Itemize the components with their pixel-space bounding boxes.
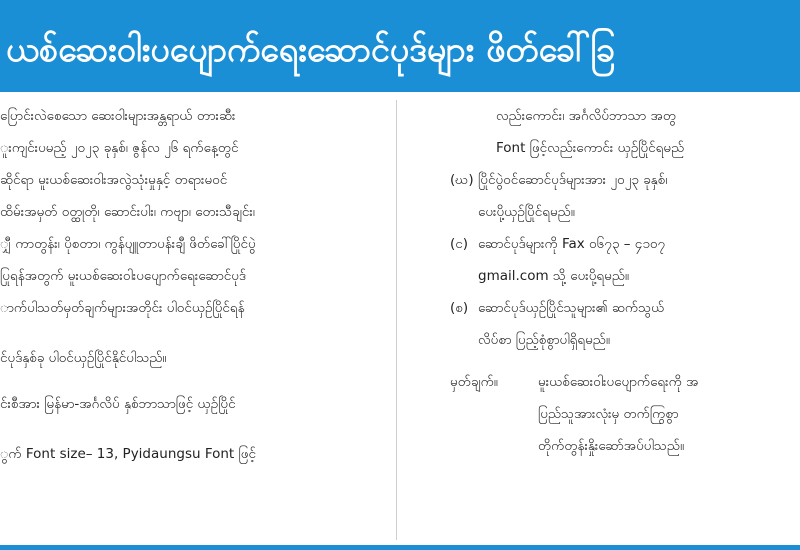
- paragraph-line: ပြုရန်အတွက် မူးယစ်ဆေးဝါးပပျောက်ရေးဆောင်ပုဒ်: [0, 268, 246, 284]
- rule-line: ွက် Font size– 13, Pyidaungsu Font ဖြင့်: [0, 446, 256, 462]
- note-text: မူးယစ်ဆေးဝါးပပျောက်ရေးကို အ: [538, 374, 699, 390]
- list-item-text: gmail.com သို့ ပေးပို့ရမည်။: [478, 268, 630, 284]
- note-block: [402, 366, 800, 462]
- right-column: [402, 100, 800, 462]
- list-item-text: ပြိုင်ပွဲဝင်ဆောင်ပုဒ်များအား ၂၀၂၃ ခုနှစ်၊: [478, 172, 668, 188]
- paragraph-line: ာက်ပါသတ်မှတ်ချက်များအတိုင်း ပါဝင်ယှဉ်ပြိုင်ရန်: [0, 300, 245, 316]
- rule-line: လည်းကောင်း၊ အင်္ဂလိပ်ဘာသာ အတွ: [496, 108, 677, 124]
- rule-line: Font ဖြင့်လည်းကောင်း ယှဉ်ပြိုင်ရမည်: [496, 140, 685, 156]
- list-item-text: ဆောင်ပုဒ်များကို Fax ၀၆၇၃ – ၄၁၀၇: [478, 236, 666, 252]
- note-label: မှတ်ချက်။: [450, 374, 498, 390]
- paragraph-line: ူးကျင်းပမည့် ၂၀၂၃ ခုနှစ်၊ ဇွန်လ ၂၆ ရက်နေ့တွင်: [0, 140, 239, 156]
- note-text: ပြည်သူအားလုံးမှ တက်ကြွစွာ: [538, 406, 679, 422]
- list-item-text: ဆောင်ပုဒ်ယှဉ်ပြိုင်သူများ၏ ဆက်သွယ်: [478, 300, 665, 316]
- list-item-text: လိပ်စာ ပြည့်စုံစွာပါရှိရမည်။: [478, 332, 610, 348]
- column-divider: [396, 100, 397, 540]
- list-item: [402, 228, 800, 292]
- list-item-text: ပေးပို့ယှဉ်ပြိုင်ရမည်။: [478, 204, 575, 220]
- paragraph-line: ပြောင်းလဲစေသော ဆေးဝါးများအန္တရာယ် တားဆီး: [0, 108, 236, 124]
- page-title: ယစ်ဆေးဝါးပပျောက်ရေးဆောင်ပုဒ်များ ဖိတ်ခေါ်ခြ: [6, 30, 616, 70]
- list-marker: (စ): [450, 300, 469, 316]
- paragraph-line: ဆိုင်ရာ မူးယစ်ဆေးဝါးအလွဲသုံးမှုနှင့် တရားမဝင်: [0, 172, 228, 188]
- rule-line: င်းစီအား မြန်မာ-အင်္ဂလိပ် နှစ်ဘာသာဖြင့် ယှဉ်ပြိုင်: [0, 396, 236, 412]
- rule-line: င်ပုဒ်နှစ်ခု ပါဝင်ယှဉ်ပြိုင်နိုင်ပါသည်။: [0, 350, 167, 366]
- paragraph-line: ျှီ ကာတွန်း၊ ပိုစတာ၊ ကွန်ပျူတာပန်းချီ ဖိတ်ခေါ်ပြိုင်ပွဲ: [0, 236, 256, 252]
- paragraph-line: ထိမ်းအမှတ် ဝတ္ထုတို၊ ဆောင်းပါး၊ ကဗျာ၊ တေးသီချင်း၊: [0, 204, 255, 220]
- title-banner: [0, 5, 800, 92]
- left-column: [0, 100, 392, 470]
- note-text: တိုက်တွန်းနှိုးဆော်အပ်ပါသည်။: [538, 438, 685, 454]
- list-item: [402, 164, 800, 228]
- list-item: [402, 292, 800, 356]
- list-marker: (ဃ): [450, 172, 474, 188]
- list-marker: (င): [450, 236, 469, 252]
